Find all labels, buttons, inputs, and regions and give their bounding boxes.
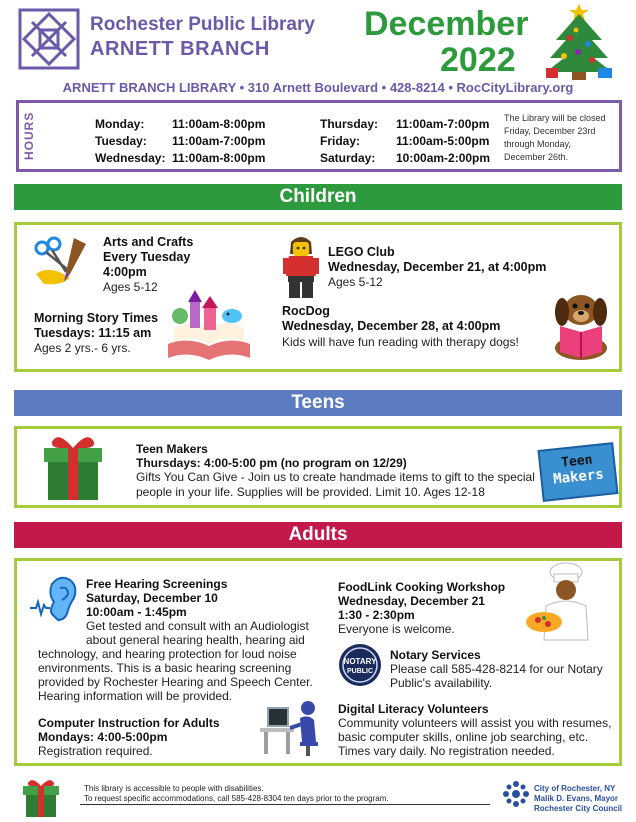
city-credits: [534, 784, 622, 814]
story-title: Morning Story Times: [34, 311, 159, 325]
digital-desc: basic computer skills, online job searching, etc.: [338, 730, 589, 744]
teen-makers-title: Teen Makers: [136, 442, 208, 456]
teens-section-header: Teens: [14, 390, 622, 416]
mayor-name: Malik D. Evans, Mayor: [534, 794, 619, 803]
foodlink-title: FoodLink Cooking Workshop: [338, 580, 506, 594]
accessibility-notice: [84, 784, 389, 804]
hours-day: Thursday:: [320, 117, 379, 131]
sign-text-teen: Teen: [560, 452, 594, 471]
teen-makers-time: Thursdays: 4:00-5:00 pm (no program on 12/29): [136, 456, 407, 470]
ear-icon: [28, 572, 80, 624]
city-logo-icon: [502, 780, 530, 808]
sign-text-makers: Makers: [552, 466, 605, 488]
lego-title: LEGO Club: [328, 245, 395, 259]
branch-address: ARNETT BRANCH LIBRARY • 310 Arnett Boulevard • 428-8214 • RocCityLibrary.org: [62, 80, 574, 95]
christmas-tree-icon: [540, 0, 618, 80]
hearing-desc: technology, and hearing protection for loud noise: [38, 647, 297, 661]
branch-name: ARNETT BRANCH: [90, 38, 270, 60]
hours-day: Saturday:: [320, 151, 376, 165]
computer-time: Mondays: 4:00-5:00pm: [38, 730, 168, 744]
hours-time: 11:00am-7:00pm: [172, 134, 266, 148]
rocdog-time: Wednesday, December 28, at 4:00pm: [282, 319, 501, 333]
hours-time: 11:00am-8:00pm: [172, 151, 266, 165]
notary-desc: Please call 585-428-8214 for our Notary: [390, 662, 603, 676]
computer-title: Computer Instruction for Adults: [38, 716, 220, 730]
hearing-desc: provided by Rochester Hearing and Speech Center.: [38, 675, 313, 689]
reading-dog-icon: [546, 286, 616, 362]
scissors-paint-icon: [30, 234, 94, 288]
hours-day: Monday:: [95, 117, 145, 131]
hearing-date: Saturday, December 10: [86, 591, 218, 605]
teen-makers-desc: Gifts You Can Give - Join us to create handmade items to gift to the special: [136, 470, 535, 484]
lego-time: Wednesday, December 21, at 4:00pm: [328, 260, 547, 274]
story-time: Tuesdays: 11:15 am: [34, 326, 152, 340]
computer-user-icon: [256, 698, 326, 758]
hours-label: HOURS: [22, 111, 36, 161]
hearing-desc: environments. This is a basic hearing screening: [38, 661, 292, 675]
children-section-header: Children: [14, 184, 622, 210]
hearing-time: 10:00am - 1:45pm: [86, 605, 187, 619]
accessibility-line: This library is accessible to people with disabilities.: [84, 784, 264, 793]
computer-note: Registration required.: [38, 744, 153, 758]
library-name: Rochester Public Library: [90, 14, 315, 35]
foodlink-date: Wednesday, December 21: [338, 594, 485, 608]
footer-gift-icon: [20, 776, 62, 818]
hours-time: 10:00am-2:00pm: [396, 151, 491, 165]
library-logo-icon: [18, 8, 80, 70]
lego-figure-icon: [282, 234, 320, 300]
story-ages: Ages 2 yrs.- 6 yrs.: [34, 341, 131, 355]
closing-note: The Library will be closed Friday, December 23rd through Monday, December 26th.: [504, 113, 606, 162]
notary-desc: Public's availability.: [390, 676, 493, 690]
gift-box-icon: [40, 430, 106, 502]
hours-day: Tuesday:: [95, 134, 147, 148]
city-name: City of Rochester, NY: [534, 784, 616, 793]
foodlink-time: 1:30 - 2:30pm: [338, 608, 415, 622]
hearing-desc: Get tested and consult with an Audiologist: [86, 619, 309, 633]
hours-time: 11:00am-8:00pm: [172, 117, 266, 131]
storybook-icon: [164, 288, 254, 364]
notary-title: Notary Services: [390, 648, 481, 662]
hours-day: Wednesday:: [95, 151, 166, 165]
teen-makers-desc: people in your life. Supplies will be provided. Limit 10. Ages 12-18: [136, 485, 485, 499]
digital-title: Digital Literacy Volunteers: [338, 702, 489, 716]
arts-title: Arts and Crafts: [103, 235, 194, 249]
city-council: Rochester City Council: [534, 804, 623, 813]
foodlink-note: Everyone is welcome.: [338, 622, 455, 636]
year-title: 2022: [440, 41, 516, 79]
hearing-desc: about general hearing health, hearing aid: [86, 633, 305, 647]
arts-frequency: Every Tuesday: [103, 250, 191, 264]
hours-time: 11:00am-7:00pm: [396, 117, 490, 131]
notary-seal-text: PUBLIC: [346, 668, 374, 675]
accessibility-line: To request specific accommodations, call 585-428-8304 ten days prior to the program.: [84, 794, 389, 803]
arts-time: 4:00pm: [103, 265, 147, 279]
hearing-title: Free Hearing Screenings: [86, 577, 228, 591]
chef-pizza-icon: [522, 562, 606, 642]
hours-time: 11:00am-5:00pm: [396, 134, 490, 148]
digital-desc: Times vary daily. No registration needed.: [338, 744, 555, 758]
notary-seal-icon: [338, 643, 382, 687]
hours-day: Friday:: [320, 134, 361, 148]
month-title: December: [364, 5, 529, 43]
rocdog-desc: Kids will have fun reading with therapy dogs!: [282, 335, 519, 349]
arts-ages: Ages 5-12: [103, 280, 158, 294]
teen-makers-sign: [537, 442, 618, 502]
rocdog-title: RocDog: [282, 304, 330, 318]
adults-section-header: Adults: [14, 522, 622, 548]
digital-desc: Community volunteers will assist you with resumes,: [338, 716, 612, 730]
lego-ages: Ages 5-12: [328, 275, 383, 289]
hearing-desc: Hearing information will be provided.: [38, 689, 233, 703]
notary-seal-text: NOTARY: [343, 657, 377, 666]
footer-divider: [80, 804, 490, 805]
